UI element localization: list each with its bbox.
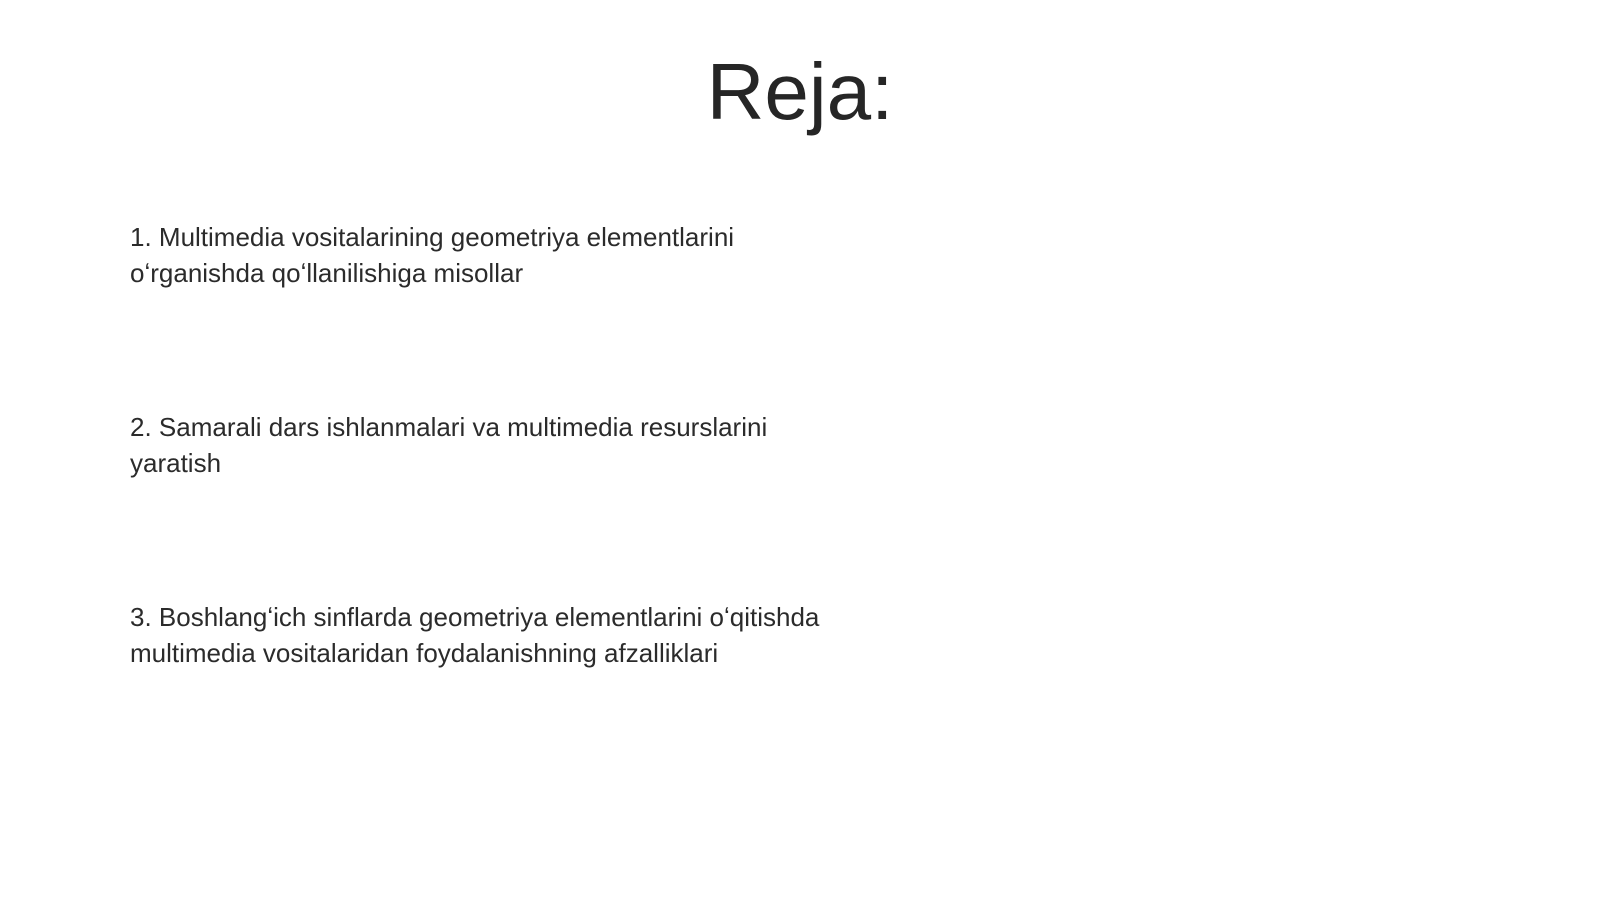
plan-item-3: 3. Boshlangʻich sinflarda geometriya elementlarini oʻqitishda multimedia vositalaridan foydalanishning afzalliklari: [130, 602, 820, 668]
plan-item-2: 2. Samarali dars ishlanmalari va multimedia resurslarini yaratish: [130, 412, 768, 478]
slide-title: Reja:: [706, 47, 894, 136]
plan-item-1: 1. Multimedia vositalarining geometriya elementlarini oʻrganishda qoʻllanilishiga misollar: [130, 222, 735, 288]
